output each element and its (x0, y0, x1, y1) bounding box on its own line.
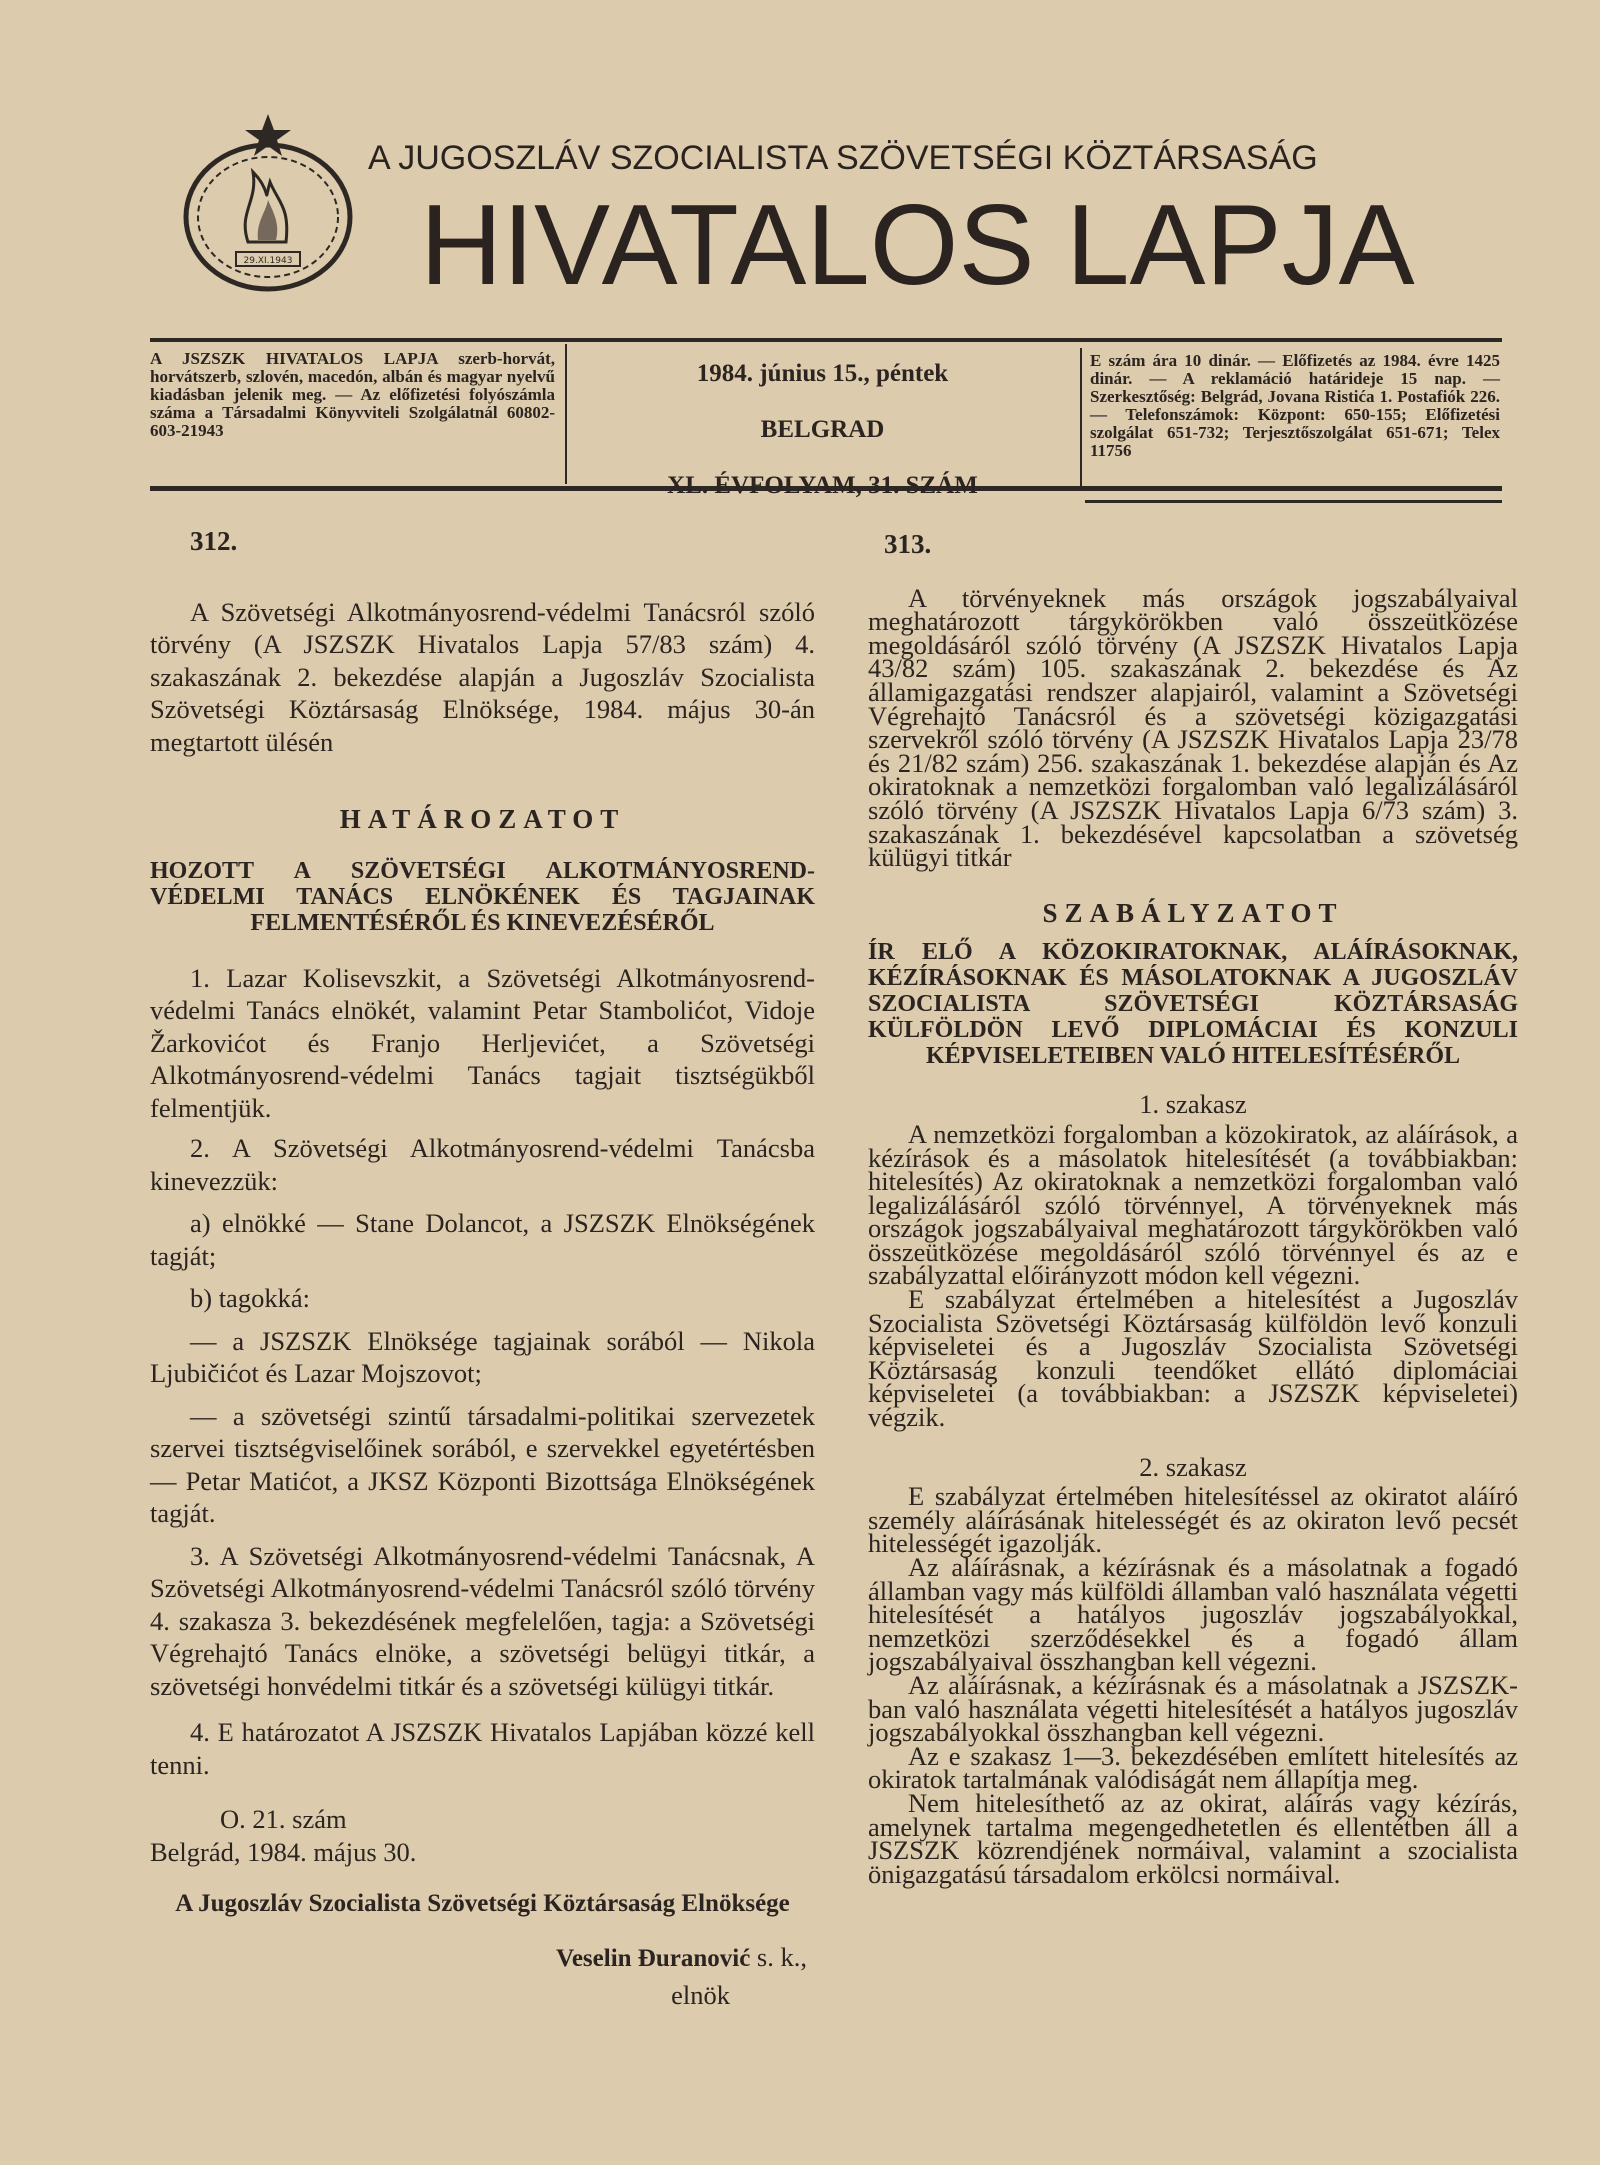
document-type: HATÁROZATOT (339, 804, 626, 834)
section-2-paragraph: Az aláírásnak, a kézírásnak és a másolatnak a fogadó államban vagy más külföldi államban való használata végetti hitelesítését a hatályos jugoszláv jogszabályokkal, nemzetközi szerződésekkel és a fogadó állam jogszabályaival összhangban kell végezni. (868, 1552, 1518, 1677)
section-2-paragraph: Nem hitelesíthető az az okirat, aláírás vagy kézírás, amelynek tartalma megengedhetetlen és ellentétben áll a JSZSZK közrendjének normáival, valamint a szocialista önigazgatású társadalom erkölcsi normáival. (868, 1787, 1518, 1889)
header-divider (1080, 348, 1082, 488)
header-top-rule (150, 338, 1502, 342)
item-2a: a) elnökké — Stane Dolancot, a JSZSZK Elnökségének tagját; (150, 1208, 815, 1271)
article-313 (868, 525, 1518, 1889)
state-emblem-icon (178, 112, 358, 294)
subscription-info: A JSZSZK HIVATALOS LAPJA szerb-horvát, horvátszerb, szlovén, macedón, albán és magyar nyelvű kiadásban jelenik meg. — Az előfizetési folyószámla száma a Társadalmi Könyvviteli Szolgálatnál 60802-603-21943 (150, 349, 555, 440)
signer-suffix: s. k., (756, 1941, 807, 1972)
header-underline (1085, 500, 1502, 503)
issue-city: BELGRAD (760, 416, 885, 443)
section-2-paragraph: Az aláírásnak, a kézírásnak és a másolatnak a JSZSZK-ban való használata végetti hitelesítését a hatályos jugoszláv jogszabályokkal összhangban kell végezni. (868, 1669, 1518, 1748)
issue-info (575, 360, 1070, 528)
item-2b: b) tagokká: (190, 1283, 310, 1313)
article-subtitle: HOZOTT A SZÖVETSÉGI ALKOTMÁNYOSREND-VÉDELMI TANÁCS ELNÖKÉNEK ÉS TAGJAINAK FELMENTÉSÉRŐL ÉS KINEVEZÉSÉRŐL (150, 857, 815, 936)
signer-name: Veselin Đuranović (556, 1944, 751, 1972)
issue-number: XL. ÉVFOLYAM, 31. SZÁM (667, 472, 978, 499)
issuer: A Jugoszláv Szocialista Szövetségi Köztársaság Elnöksége (175, 1890, 790, 1917)
article-312 (150, 525, 815, 2012)
item-4: 4. E határozatot A JSZSZK Hivatalos Lapjában közzé kell tenni. (150, 1717, 815, 1780)
intro-paragraph: A törvényeknek más országok jogszabályaival meghatározott tárgykörökben való összeütközése megoldásáról szóló törvény (A JSZSZK Hivatalos Lapja 43/82 szám) 105. szakaszának 2. bekezdése és Az államigazgatási rendszer alapjairól, valamint a Szövetségi Végrehajtó Tanácsról és a szövetségi közigazgatási szervekről szóló törvény (A JSZSZK Hivatalos Lapja 23/78 és 21/82 szám) 256. szakaszának 1. bekezdése alapján és Az okiratoknak a nemzetközi forgalomban való legalizálásáról szóló törvény (A JSZSZK Hivatalos Lapja 6/73 szám) 3. szakaszának 1. bekezdésével kapcsolatban a szövetség külügyi titkár (868, 582, 1518, 873)
intro-paragraph: A Szövetségi Alkotmányosrend-védelmi Tanácsról szóló törvény (A JSZSZK Hivatalos Lapja 57/83 szám) 4. szakaszának 2. bekezdése alapján a Jugoszláv Szocialista Szövetségi Köztársaság Elnöksége, 1984. május 30-án megtartott ülésén (150, 596, 815, 757)
section-1-paragraph: A nemzetközi forgalomban a közokiratok, az aláírások, a kézírások és a másolatok hitelesítését (a továbbiakban: hitelesítés) Az okiratoknak a nemzetközi forgalomban való legalizálásáról szóló törvénnyel, A törvényeknek más országok jogszabályaival meghatározott tárgykörökben való összeütközése megoldásáról szóló törvénnyel és az e szabályzattal előirányzott módon kell végezni. (868, 1118, 1518, 1291)
document-type: SZABÁLYZATOT (1042, 897, 1344, 928)
item-3: 3. A Szövetségi Alkotmányosrend-védelmi Tanácsnak, A Szövetségi Alkotmányosrend-védelmi Tanácsról szóló törvény 4. szakasza 3. bekezdésének megfelelően, tagja: a Szövetségi Végrehajtó Tanács elnöke, a szövetségi belügyi titkár, a szövetségi honvédelmi titkár és a szövetségi külügyi titkár. (150, 1540, 815, 1701)
article-number: 313. (884, 529, 932, 559)
signer-role: elnök (671, 1980, 730, 2010)
item-2b-2: — a szövetségi szintű társadalmi-politikai szervezetek szervei tisztségviselőinek sorából, e szervekkel egyetértésben — Petar Matićot, a JKSZ Központi Bizottsága Elnökségének tagját. (150, 1400, 815, 1528)
section-2-title: 2. szakasz (1139, 1451, 1247, 1482)
article-number: 312. (190, 526, 238, 556)
section-2-paragraph: Az e szakasz 1—3. bekezdésében említett hitelesítés az okiratok tartalmának valódiságát nem állapítja meg. (868, 1740, 1518, 1795)
article-subtitle: ÍR ELŐ A KÖZOKIRATOKNAK, ALÁÍRÁSOKNAK, KÉZÍRÁSOKNAK ÉS MÁSOLATOKNAK A JUGOSZLÁV SZOCIALISTA SZÖVETSÉGI KÖZTÁRSASÁG KÜLFÖLDÖN LEVŐ DIPLOMÁCIAI ÉS KONZULI KÉPVISELETEIBEN VALÓ HITELESÍTÉSÉRŐL (868, 939, 1518, 1070)
price-contact-info: E szám ára 10 dinár. — Előfizetés az 1984. évre 1425 dinár. — A reklamáció határideje 15 nap. — Szerkesztőség: Belgrád, Jovana Ristića 1. Postafiók 226. — Telefonszámok: Központ: 650-155; Előfizetési szolgálat 651-732; Terjesztőszolgálat 651-671; Telex 11756 (1090, 351, 1500, 460)
section-2-paragraph: E szabályzat értelmében hitelesítéssel az okiratot aláíró személy aláírásának hitelességét és az okiraton levő pecsét hitelességét igazolják. (868, 1481, 1518, 1559)
issue-date: 1984. június 15., péntek (696, 360, 949, 387)
item-2: 2. A Szövetségi Alkotmányosrend-védelmi Tanácsba kinevezzük: (150, 1133, 815, 1196)
masthead-supertitle: A JUGOSZLÁV SZOCIALISTA SZÖVETSÉGI KÖZTÁRSASÁG (368, 139, 1318, 177)
item-2b-1: — a JSZSZK Elnöksége tagjainak sorából — Nikola Ljubičićot és Lazar Mojszovot; (150, 1325, 815, 1388)
place-date: Belgrád, 1984. május 30. (150, 1836, 417, 1867)
emblem-date: 29.XI.1943 (243, 256, 293, 266)
signature-line (150, 1941, 815, 1976)
masthead-title: HIVATALOS LAPJA (420, 182, 1415, 309)
section-1-paragraph: E szabályzat értelmében a hitelesítést a Jugoszláv Szocialista Szövetségi Köztársaság külföldön levő konzuli képviseletei és a Jugoszláv Szocialista Szövetségi Köztársaság konzuli teendőket ellátó diplomáciai képviseletei (a továbbiakban: a JSZSZK képviseletei) végzik. (868, 1284, 1518, 1433)
header-divider (565, 344, 567, 484)
section-1-title: 1. szakasz (1139, 1089, 1247, 1120)
item-1: 1. Lazar Kolisevszkit, a Szövetségi Alkotmányosrend-védelmi Tanács elnökét, valamint Petar Stambolićot, Vidoje Žarkovićot és Franjo Herljevićet, a Szövetségi Alkotmányosrend-védelmi Tanács tagjait tisztségükből felmentjük. (150, 962, 815, 1123)
reference-number: O. 21. szám (220, 1804, 347, 1834)
